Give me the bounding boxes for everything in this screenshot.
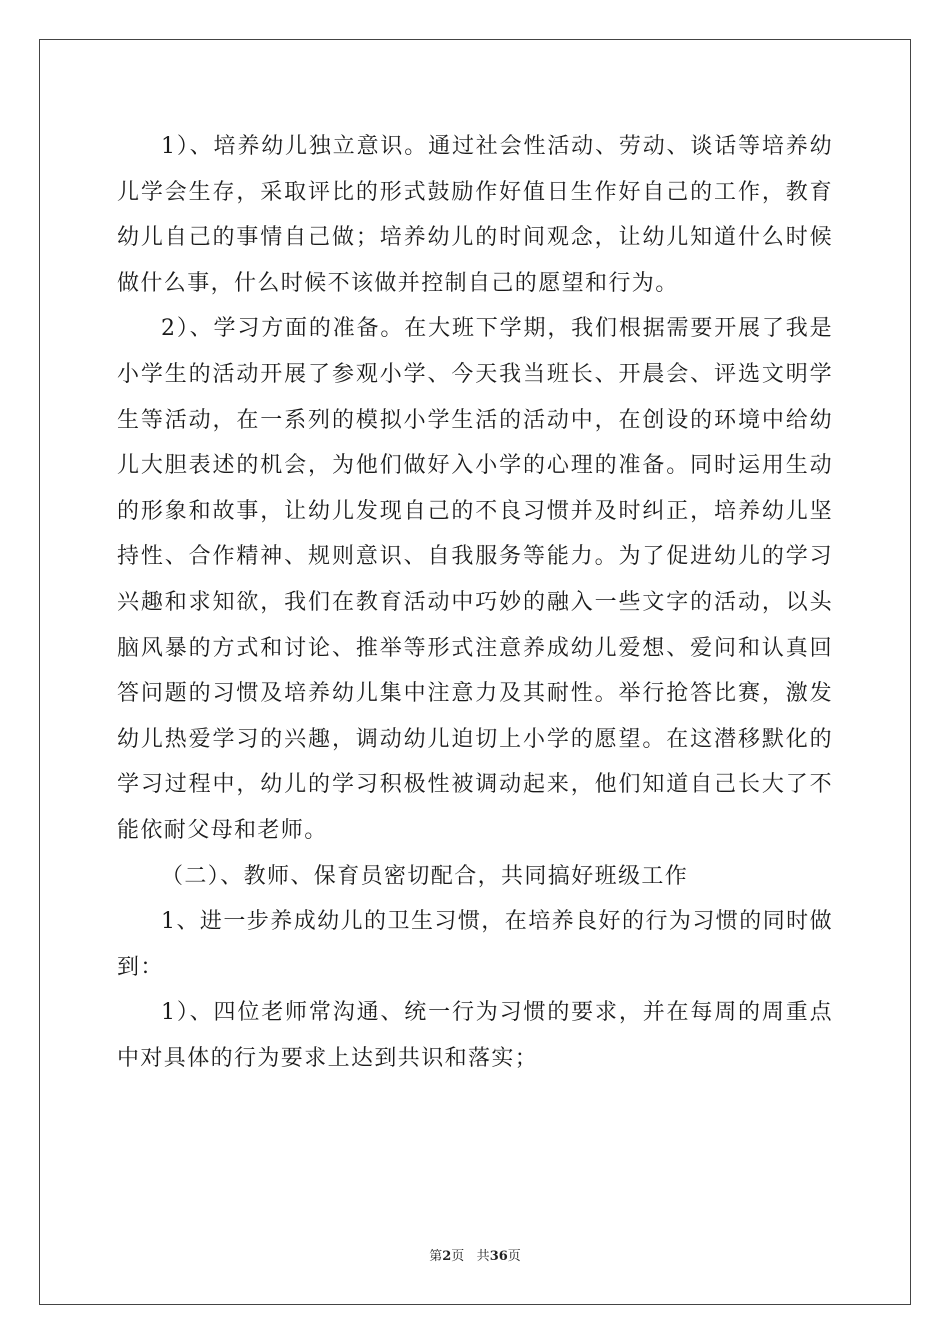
- paragraph: 1）、四位老师常沟通、统一行为习惯的要求，并在每周的周重点中对具体的行为要求上达到共识和落实；: [117, 1000, 833, 1071]
- section-heading: （二）、教师、保育员密切配合，共同搞好班级工作: [161, 863, 689, 889]
- page-footer: [0, 1245, 950, 1264]
- total-prefix: 共: [476, 1249, 490, 1264]
- paragraph: 1、进一步养成幼儿的卫生习惯，在培养良好的行为习惯的同时做到：: [117, 909, 833, 980]
- paragraph: 1）、培养幼儿独立意识。通过社会性活动、劳动、谈话等培养幼儿学会生存，采取评比的形式鼓励作好值日生作好自己的工作，教育幼儿自己的事情自己做；培养幼儿的时间观念，让幼儿知道什么时候做什么事，什么时候不该做并控制自己的愿望和行为。: [117, 134, 833, 296]
- page-suffix: 页: [451, 1249, 465, 1264]
- total-pages: 36: [489, 1249, 508, 1264]
- document-body: [117, 124, 833, 1081]
- page-prefix: 第: [429, 1249, 443, 1264]
- total-suffix: 页: [507, 1249, 521, 1264]
- paragraph: 2）、学习方面的准备。在大班下学期，我们根据需要开展了我是小学生的活动开展了参观小学、今天我当班长、开晨会、评选文明学生等活动，在一系列的模拟小学生活的活动中，在创设的环境中给幼儿大胆表述的机会，为他们做好入小学的心理的准备。同时运用生动的形象和故事，让幼儿发现自己的不良习惯并及时纠正，培养幼儿坚持性、合作精神、规则意识、自我服务等能力。为了促进幼儿的学习兴趣和求知欲，我们在教育活动中巧妙的融入一些文字的活动，以头脑风暴的方式和讨论、推举等形式注意养成幼儿爱想、爱问和认真回答问题的习惯及培养幼儿集中注意力及其耐性。举行抢答比赛，激发幼儿热爱学习的兴趣，调动幼儿迫切上小学的愿望。在这潜移默化的学习过程中，幼儿的学习积极性被调动起来，他们知道自己长大了不能依耐父母和老师。: [117, 316, 833, 843]
- page-number: 2: [442, 1249, 452, 1264]
